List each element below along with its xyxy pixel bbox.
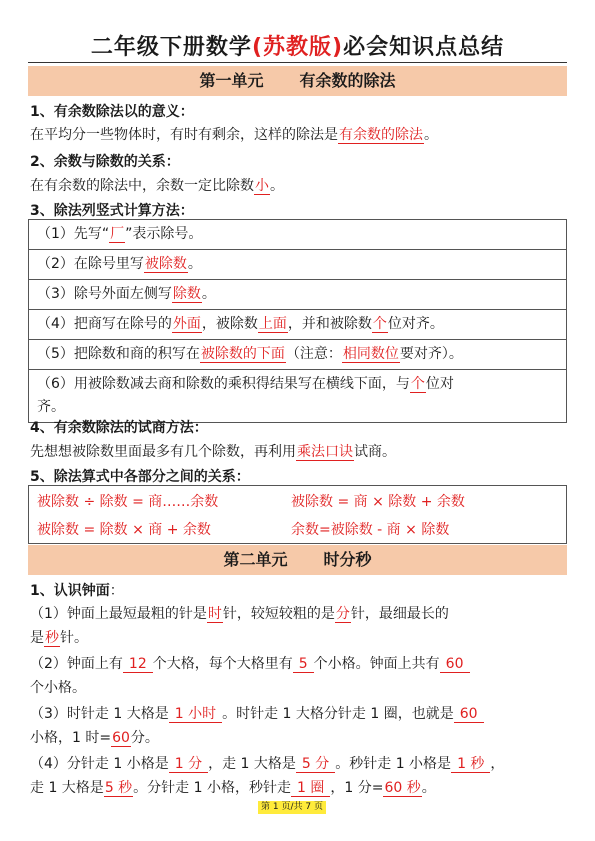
step-cell xyxy=(29,370,567,423)
answer: 小 xyxy=(255,178,269,194)
text: 1、认识钟面 xyxy=(30,583,110,599)
text: （4）分针走 1 小格是 xyxy=(30,756,169,772)
answer: 5 秒 xyxy=(104,780,133,796)
text: 个小格。钟面上共有 xyxy=(313,656,440,672)
u2-q1-heading xyxy=(30,580,124,600)
u2-p3-line1 xyxy=(30,703,484,723)
answer: 60 xyxy=(440,656,470,673)
u1-q5-heading: 5、除法算式中各部分之间的关系： xyxy=(30,469,250,485)
answer: 1 秒 xyxy=(451,756,490,773)
text: 针，最细最长的 xyxy=(350,606,449,622)
unit1-topic: 有余数的除法 xyxy=(299,71,396,90)
title-part: 必会知识点总结 xyxy=(343,35,505,60)
text: 在平均分一些物体时，有时有剩余，这样的除法是 xyxy=(30,127,338,143)
text: 。分针走 1 小格，秒针走 xyxy=(133,780,291,796)
long-division-steps-table xyxy=(28,219,567,423)
text: ”表示除号。 xyxy=(125,226,203,242)
answer: 除数 xyxy=(172,286,201,302)
text: 先想想被除数里面最多有几个除数，再利用 xyxy=(30,444,296,460)
answer: 60 秒 xyxy=(384,780,421,796)
text: （1）钟面上最短最粗的针是 xyxy=(30,606,207,622)
text: （2）钟面上有 xyxy=(30,656,123,672)
answer: 被除数 xyxy=(144,256,187,272)
relation-4: 余数=被除数 - 商 × 除数 xyxy=(291,522,450,538)
text: 针。 xyxy=(60,630,88,646)
table-row xyxy=(29,310,567,340)
answer: 5 分 xyxy=(296,756,335,773)
text: 。 xyxy=(270,178,284,194)
answer: 相同数位 xyxy=(342,346,399,362)
text: 。秒针走 1 小格是 xyxy=(335,756,452,772)
text: 分。 xyxy=(130,730,159,746)
text: 齐。 xyxy=(37,399,65,415)
text: 走 1 大格是 xyxy=(30,780,104,796)
table-row xyxy=(29,340,567,370)
u1-q3-heading: 3、除法列竖式计算方法： xyxy=(30,203,194,219)
step-cell xyxy=(29,250,567,280)
answer: 厂 xyxy=(110,226,125,242)
relation-3: 被除数 = 除数 × 商 + 余数 xyxy=(37,522,211,538)
text: 针，较短较粗的是 xyxy=(222,606,335,622)
text: （3）时针走 1 大格是 xyxy=(30,706,169,722)
text: （1）先写“ xyxy=(37,226,110,242)
text: （4）把商写在除号的 xyxy=(37,316,172,332)
unit2-topic: 时分秒 xyxy=(323,550,372,569)
unit1-name: 第一单元 xyxy=(199,71,264,90)
u2-p4-line1 xyxy=(30,753,504,773)
answer: 个 xyxy=(410,376,425,392)
text: （3）除号外面左侧写 xyxy=(37,286,172,302)
text: （注意： xyxy=(285,346,342,362)
text: 。 xyxy=(201,286,216,302)
relation-2: 被除数 = 商 × 除数 + 余数 xyxy=(291,494,465,510)
u2-p1-line2 xyxy=(30,627,88,647)
unit2-header xyxy=(28,545,567,575)
answer: 60 xyxy=(454,706,484,723)
answer: 时 xyxy=(207,606,222,622)
unit1-header xyxy=(28,66,567,96)
step-cell xyxy=(29,310,567,340)
text: ，被除数 xyxy=(201,316,258,332)
title-part: 二年级下册数学 xyxy=(90,35,252,60)
answer: 1 圈 xyxy=(291,780,330,797)
step-cell xyxy=(29,280,567,310)
unit2-name: 第二单元 xyxy=(223,550,288,569)
text: ，走 1 大格是 xyxy=(208,756,296,772)
u2-p4-line2 xyxy=(30,777,436,797)
u1-q1-heading: 1、有余数除法以的意义： xyxy=(30,104,194,120)
u2-p2-line1 xyxy=(30,653,470,673)
division-relations-box xyxy=(28,485,567,544)
answer: 60 xyxy=(112,730,130,746)
answer: 被除数的下面 xyxy=(200,346,285,362)
text: 。 xyxy=(187,256,202,272)
text: 。 xyxy=(421,780,436,796)
table-row xyxy=(29,370,567,423)
u2-p3-line2 xyxy=(30,727,159,747)
answer: 1 小时 xyxy=(169,706,222,723)
u1-q1-text xyxy=(30,124,438,144)
answer: 秒 xyxy=(45,630,59,646)
text: 位对齐。 xyxy=(387,316,444,332)
text: 小格，1 时= xyxy=(30,730,112,746)
table-row xyxy=(29,280,567,310)
page-number: 第 1 页/共 7 页 xyxy=(258,801,326,814)
text: 要对齐）。 xyxy=(399,346,463,362)
text: 试商。 xyxy=(354,444,396,460)
answer: 分 xyxy=(335,606,350,622)
document-title xyxy=(0,30,595,61)
answer: 12 xyxy=(123,656,153,673)
relation-1: 被除数 ÷ 除数 = 商……余数 xyxy=(37,494,219,510)
answer: 外面 xyxy=(172,316,201,332)
u1-q4-text xyxy=(30,441,396,461)
text: ： xyxy=(109,583,124,599)
table-row xyxy=(29,250,567,280)
title-divider xyxy=(28,62,567,63)
answer: 1 分 xyxy=(169,756,208,773)
answer: 乘法口诀 xyxy=(297,444,353,460)
u1-q2-heading: 2、余数与除数的关系： xyxy=(30,154,180,170)
text: 在有余数的除法中，余数一定比除数 xyxy=(30,178,254,194)
table-row xyxy=(29,220,567,250)
text: 位对 xyxy=(425,376,454,392)
answer: 5 xyxy=(293,656,314,673)
text: ，1 分= xyxy=(330,780,384,796)
text: 。 xyxy=(424,127,438,143)
u2-p2-line2: 个小格。 xyxy=(30,680,86,696)
step-cell xyxy=(29,220,567,250)
u1-q2-text xyxy=(30,175,284,195)
u1-q4-heading: 4、有余数除法的试商方法： xyxy=(30,420,208,436)
step-cell xyxy=(29,340,567,370)
text: 个大格，每个大格里有 xyxy=(152,656,293,672)
title-edition: (苏教版) xyxy=(251,35,344,60)
text: （2）在除号里写 xyxy=(37,256,144,272)
text: 是 xyxy=(30,630,44,646)
text: ， xyxy=(490,756,505,772)
answer: 有余数的除法 xyxy=(339,127,423,143)
u2-p1-line1 xyxy=(30,603,449,623)
text: （5）把除数和商的积写在 xyxy=(37,346,200,362)
text: 。时针走 1 大格分针走 1 圈，也就是 xyxy=(222,706,454,722)
text: ，并和被除数 xyxy=(287,316,372,332)
text: （6）用被除数减去商和除数的乘积得结果写在横线下面，与 xyxy=(37,376,410,392)
answer: 个 xyxy=(372,316,387,332)
answer: 上面 xyxy=(258,316,287,332)
